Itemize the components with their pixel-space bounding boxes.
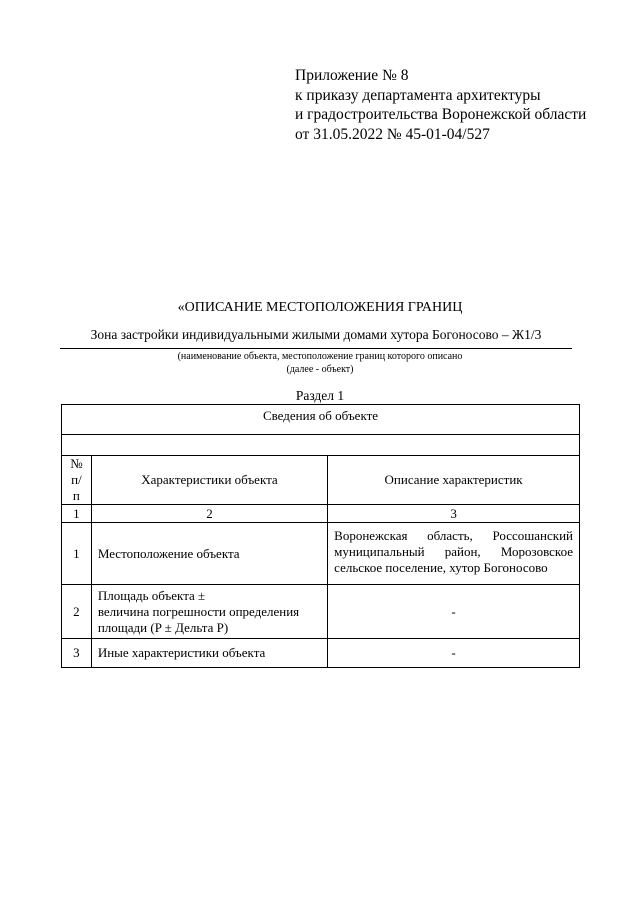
appendix-line: Приложение № 8: [295, 67, 409, 84]
row-description: [328, 523, 580, 585]
appendix-line: от 31.05.2022 № 45-01-04/527: [295, 125, 490, 143]
row-characteristic: Иные характеристики объекта: [91, 639, 327, 668]
object-info-table: [61, 404, 580, 668]
header-description: Описание характеристик: [328, 456, 580, 505]
table-title-row: [62, 405, 580, 435]
document-title: «ОПИСАНИЕ МЕСТОПОЛОЖЕНИЯ ГРАНИЦ: [177, 300, 463, 315]
characteristic-line: величина погрешности определения: [97, 603, 300, 619]
column-number: 1: [62, 505, 92, 523]
header-num: [62, 456, 92, 505]
row-description: -: [328, 639, 580, 668]
appendix-line: к приказу департамента архитектуры: [295, 86, 541, 104]
column-number: 3: [328, 505, 580, 523]
empty-cell: [62, 435, 580, 456]
table-header-row: [62, 456, 580, 505]
table-spacer-row: [62, 435, 580, 456]
characteristic-line: площади (P ± Дельта P): [97, 619, 229, 635]
row-num: 1: [62, 523, 92, 585]
table-row: [62, 639, 580, 668]
column-number-row: [62, 505, 580, 523]
section-heading: Раздел 1: [295, 388, 345, 403]
row-characteristic: Местоположение объекта: [91, 523, 327, 585]
row-num: 2: [62, 585, 92, 639]
header-characteristic: Характеристики объекта: [91, 456, 327, 505]
table-row: [62, 523, 580, 585]
object-name: Зона застройки индивидуальными жилыми домами хутора Богоносово – Ж1/3: [90, 327, 542, 342]
row-num: 3: [62, 639, 92, 668]
appendix-block: [295, 66, 586, 144]
column-number: 2: [91, 505, 327, 523]
object-caption: (далее - объект): [286, 364, 354, 375]
description-line: сельское поселение, хутор Богоносово: [334, 560, 548, 575]
description-line: муниципальный район, Морозовское: [334, 544, 573, 559]
table-title: Сведения об объекте: [62, 405, 580, 435]
object-caption: (наименование объекта, местоположение границ которого описано: [177, 351, 463, 362]
characteristic-line: Площадь объекта ±: [97, 587, 206, 603]
header-num-line: п/п: [71, 472, 82, 503]
row-description: -: [328, 585, 580, 639]
underline-rule: [60, 348, 572, 349]
table-row: [62, 585, 580, 639]
row-characteristic: [91, 585, 327, 639]
description-line: Воронежская область, Россошанский: [334, 528, 573, 543]
header-num-line: №: [70, 456, 83, 471]
appendix-line: и градостроительства Воронежской области: [295, 106, 587, 123]
